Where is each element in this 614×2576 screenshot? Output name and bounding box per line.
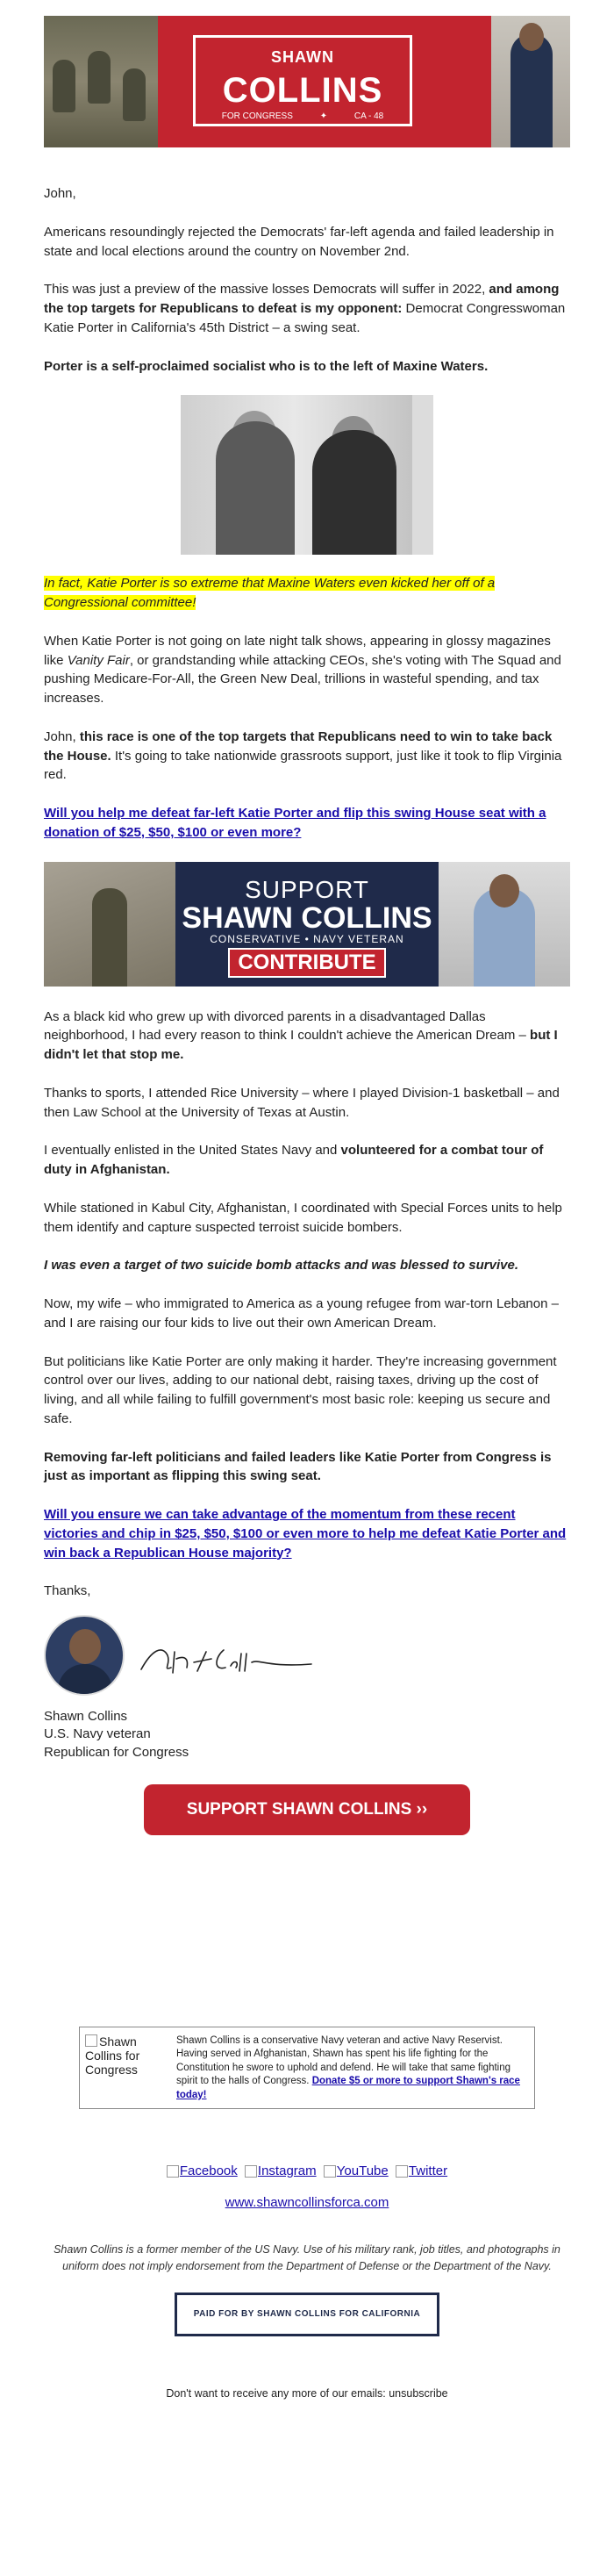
facebook-icon [167, 2165, 179, 2178]
signer-title-1: U.S. Navy veteran [44, 1726, 151, 1742]
paragraph-11: I was even a target of two suicide bomb attacks and was blessed to survive. [44, 1258, 519, 1274]
signature-row [44, 1615, 570, 1699]
paragraph-8: Thanks to sports, I attended Rice University – where I played Division-1 basketball – and then Law School at the University of Texas at Austin. [44, 1085, 560, 1120]
candidate-photo [491, 16, 570, 147]
social-links [44, 2162, 570, 2181]
youtube-icon [324, 2165, 336, 2178]
donate-link-1[interactable]: Will you help me defeat far-left Katie Porter and flip this swing House seat with a donation of $25, $50, $100 or even more? [44, 806, 546, 840]
signoff [44, 1708, 570, 1762]
broken-image-icon [85, 2034, 97, 2047]
website [44, 2193, 570, 2213]
paid-for-box: PAID FOR BY SHAWN COLLINS FOR CALIFORNIA [175, 2293, 439, 2336]
paragraph-10: While stationed in Kabul City, Afghanistan, I coordinated with Special Forces units to help them identify and capture suspected terroist suicide bombers. [44, 1200, 562, 1235]
porter-harris-photo [181, 395, 433, 555]
logo-for-congress: FOR CONGRESS [221, 111, 293, 121]
paragraph-12: Now, my wife – who immigrated to America as a young refugee from war-torn Lebanon – and I are raising our four kids to live out their own American Dream. [44, 1296, 559, 1331]
paragraph-9: I eventually enlisted in the United States Navy and volunteered for a combat tour of duty in Afghanistan. [44, 1143, 544, 1177]
support-shawn-collins-button[interactable]: SUPPORT SHAWN COLLINS ›› [144, 1784, 470, 1835]
avatar [44, 1615, 125, 1696]
letter-body [44, 184, 570, 2401]
paragraph-6: John, this race is one of the top targets that Republicans need to win to take back the House. It's going to take nationwide grassroots support, just like it took to flip Virginia red. [44, 728, 562, 783]
contribute-button[interactable]: CONTRIBUTE [228, 948, 386, 978]
twitter-icon [396, 2165, 408, 2178]
instagram-icon [245, 2165, 257, 2178]
facebook-link[interactable]: Facebook [167, 2163, 238, 2178]
support-banner-support: SUPPORT [245, 875, 369, 903]
donate-link-2[interactable]: Will you ensure we can take advantage of the momentum from these recent victories and chip in $25, $50, $100 or even more to help me defeat Katie Porter and win back a Republican House majority? [44, 1507, 567, 1561]
greeting: John, [44, 186, 76, 201]
bio-box [79, 2027, 535, 2109]
bio-donate-link[interactable]: Donate $5 or more to support Shawn's race today! [176, 2076, 520, 2100]
thanks: Thanks, [44, 1583, 91, 1599]
paragraph-7: As a black kid who grew up with divorced parents in a disadvantaged Dallas neighborhood, I had every reason to think I couldn't achieve the American Dream – but I didn't let that stop me. [44, 1008, 558, 1062]
header-banner [44, 16, 570, 147]
california-icon: ✦ [319, 111, 328, 121]
paragraph-5: When Katie Porter is not going on late night talk shows, appearing in glossy magazines like Vanity Fair, or grandstanding while attacking CEOs, she's voting with The Squad and pushing Medicare-For-All, the Green New Deal, trillions in wasteful spending, and tax increases. [44, 633, 561, 706]
handwritten-signature [136, 1632, 320, 1685]
campaign-logo [193, 35, 412, 126]
paragraph-1: Americans resoundingly rejected the Democrats' far-left agenda and failed leadership in state and local elections around the country on November 2nd. [44, 224, 554, 259]
logo-first-name: SHAWN [271, 48, 334, 66]
paragraph-3: Porter is a self-proclaimed socialist who is to the left of Maxine Waters. [44, 358, 489, 374]
paragraph-donate-link-1 [44, 804, 570, 843]
bio-image: Shawn Collins for Congress [85, 2034, 140, 2077]
soldiers-photo [44, 16, 158, 147]
bio-text: Shawn Collins is a conservative Navy veteran and active Navy Reservist. Having served in Afghanistan, Shawn has spent his life fighting for the Constitution he swore to uphold and defend. He will take that same fighting spirit to the halls of Congress. Donate $5 or more to support Shawn's race today! [176, 2034, 520, 2100]
instagram-link[interactable]: Instagram [245, 2163, 317, 2178]
paragraph-14: Removing far-left politicians and failed leaders like Katie Porter from Congress is just as important as flipping this swing seat. [44, 1449, 552, 1484]
signer-name: Shawn Collins [44, 1709, 128, 1724]
youtube-link[interactable]: YouTube [324, 2163, 389, 2178]
soldier-photo [44, 862, 175, 987]
signer-title-2: Republican for Congress [44, 1744, 189, 1760]
logo-last-name: COLLINS [222, 71, 383, 110]
paragraph-4-highlight: In fact, Katie Porter is so extreme that Maxine Waters even kicked her off of a Congressional committee! [44, 576, 496, 610]
paragraph-2: This was just a preview of the massive losses Democrats will suffer in 2022, and among the top targets for Republicans to defeat is my opponent: Democrat Congresswoman Katie Porter in California's 45th District – a swing seat. [44, 282, 566, 335]
candidate-seated-photo [439, 862, 570, 987]
support-banner-tagline: CONSERVATIVE • NAVY VETERAN [210, 932, 404, 945]
support-banner[interactable] [44, 862, 570, 987]
disclaimer: Shawn Collins is a former member of the US Navy. Use of his military rank, job titles, and photographs in uniform does not imply endorsement from the Department of Defense or the Department of the Navy. [54, 2243, 560, 2272]
unsubscribe-text[interactable]: Don't want to receive any more of our emails: unsubscribe [166, 2386, 448, 2400]
twitter-link[interactable]: Twitter [396, 2163, 447, 2178]
website-link[interactable]: www.shawncollinsforca.com [225, 2194, 389, 2210]
support-banner-name: SHAWN COLLINS [182, 901, 432, 935]
logo-district: CA - 48 [353, 111, 384, 121]
paragraph-13: But politicians like Katie Porter are only making it harder. They're increasing government control over our lives, adding to our national debt, raising taxes, driving up the cost of living, and all while failing to fulfill government's most basic role: keeping us secure and safe. [44, 1353, 557, 1426]
paragraph-donate-link-2 [44, 1505, 570, 1562]
